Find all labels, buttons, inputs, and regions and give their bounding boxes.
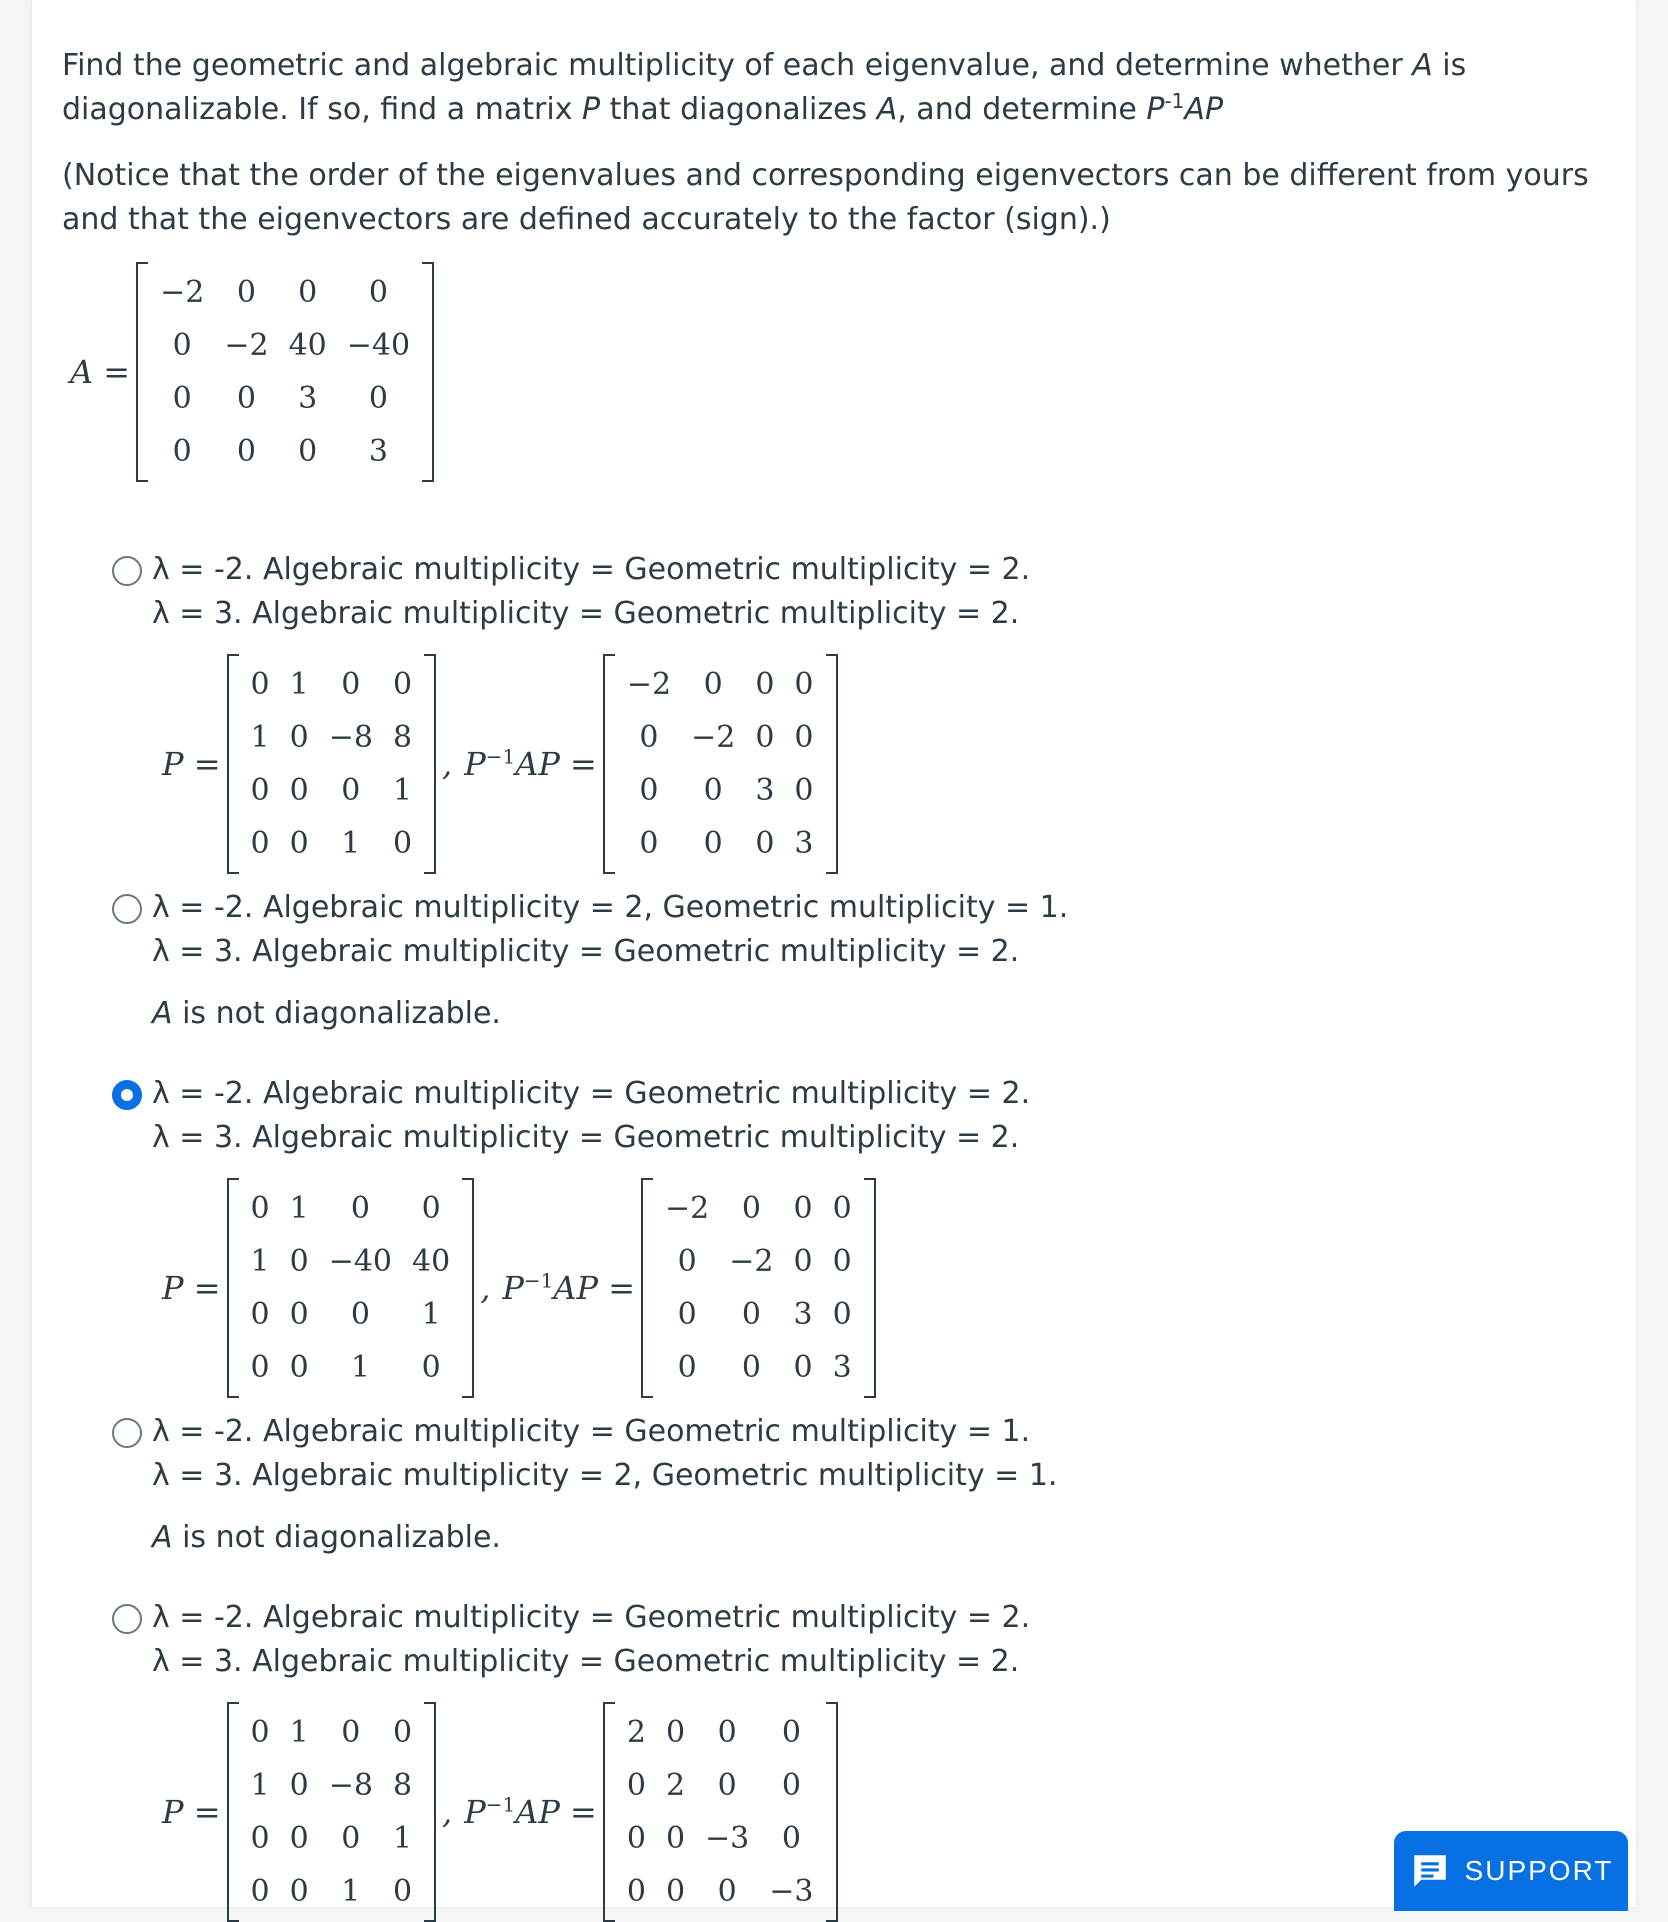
option-1-matrix-p xyxy=(227,654,437,874)
question-text: Find the geometric and algebraic multiplicity of each eigenvalue, and determine whether A is diagonalizable. If so, find a matrix P that diagonalizes A, and determine $P^{-1}AP$ xyxy=(62,48,1467,127)
matrix-cell: 0 xyxy=(755,720,775,755)
matrix-cell: −2 xyxy=(160,275,205,310)
option-5-matrix-d xyxy=(603,1702,838,1922)
matrix-cell: 0 xyxy=(172,328,192,363)
matrix-cell: −8 xyxy=(328,1768,373,1803)
matrix-a-block xyxy=(70,262,440,482)
matrix-cell: 0 xyxy=(793,1244,813,1279)
matrix-a xyxy=(136,262,434,482)
matrix-cell: 0 xyxy=(703,667,723,702)
option-3-matrix-d xyxy=(641,1178,876,1398)
matrix-cell: 0 xyxy=(368,381,388,416)
matrix-cell: 0 xyxy=(832,1244,852,1279)
matrix-cell: 3 xyxy=(794,826,814,861)
option-4-line2: λ = 3. Algebraic multiplicity = 2, Geometric multiplicity = 1. xyxy=(152,1458,1058,1493)
matrix-cell: 0 xyxy=(793,1350,813,1385)
matrix-cell: −2 xyxy=(665,1191,710,1226)
matrix-cell: 0 xyxy=(236,434,256,469)
option-4-note: A is not diagonalizable. xyxy=(152,1520,501,1555)
matrix-row xyxy=(150,425,420,478)
chat-icon xyxy=(1409,1850,1451,1892)
matrix-cell: 0 xyxy=(677,1350,697,1385)
matrix-row xyxy=(241,1235,461,1288)
matrix-cell: 0 xyxy=(172,381,192,416)
matrix-row xyxy=(241,1865,423,1918)
option-4-line1: λ = -2. Algebraic multiplicity = Geometric multiplicity = 1. xyxy=(152,1414,1031,1449)
option-1-radio[interactable] xyxy=(112,556,142,586)
option-5-math xyxy=(162,1702,844,1922)
matrix-cell: 0 xyxy=(298,434,318,469)
pinvap-label: $P^{-1}AP$ = xyxy=(464,1792,597,1831)
matrix-cell: 0 xyxy=(289,1297,309,1332)
matrix-row xyxy=(617,1759,824,1812)
matrix-cell: 0 xyxy=(250,1297,270,1332)
matrix-row xyxy=(617,1812,824,1865)
question-notice: (Notice that the order of the eigenvalues and corresponding eigenvectors can be different from yours and that the eigenvectors are defined accurately to the factor (sign).) xyxy=(62,158,1589,237)
option-1-math xyxy=(162,654,844,874)
matrix-cell: 0 xyxy=(289,1874,309,1909)
matrix-row xyxy=(241,1812,423,1865)
matrix-cell: 0 xyxy=(368,275,388,310)
matrix-cell: 0 xyxy=(781,1715,801,1750)
matrix-cell: 0 xyxy=(626,1874,646,1909)
matrix-row xyxy=(150,372,420,425)
option-3-math xyxy=(162,1178,882,1398)
matrix-row xyxy=(655,1235,862,1288)
matrix-cell: 0 xyxy=(289,826,309,861)
matrix-cell: 0 xyxy=(289,720,309,755)
matrix-cell: 0 xyxy=(755,667,775,702)
matrix-cell: 0 xyxy=(794,720,814,755)
comma: , xyxy=(442,745,453,783)
option-5-matrix-p xyxy=(227,1702,437,1922)
matrix-cell: 0 xyxy=(639,773,659,808)
matrix-cell: 1 xyxy=(350,1350,370,1385)
matrix-cell: 0 xyxy=(421,1191,441,1226)
matrix-row xyxy=(617,817,824,870)
matrix-cell: 0 xyxy=(781,1821,801,1856)
comma: , xyxy=(480,1269,491,1307)
p-label: P = xyxy=(162,1793,221,1831)
option-5-line2: λ = 3. Algebraic multiplicity = Geometric multiplicity = 2. xyxy=(152,1644,1020,1679)
matrix-row xyxy=(241,1288,461,1341)
matrix-cell: 1 xyxy=(341,1874,361,1909)
option-5-line1: λ = -2. Algebraic multiplicity = Geometric multiplicity = 2. xyxy=(152,1600,1031,1635)
pinvap-label: $P^{-1}AP$ = xyxy=(502,1268,636,1307)
matrix-cell: 0 xyxy=(236,275,256,310)
comma: , xyxy=(442,1793,453,1831)
option-2-line1: λ = -2. Algebraic multiplicity = 2, Geometric multiplicity = 1. xyxy=(152,890,1069,925)
matrix-cell: 0 xyxy=(236,381,256,416)
option-3-matrix-p xyxy=(227,1178,475,1398)
matrix-cell: 0 xyxy=(392,826,413,861)
matrix-cell: 0 xyxy=(794,773,814,808)
matrix-cell: 3 xyxy=(793,1297,813,1332)
support-button[interactable] xyxy=(1394,1831,1628,1911)
matrix-cell: 40 xyxy=(288,328,327,363)
matrix-cell: 0 xyxy=(626,1768,646,1803)
matrix-cell: 0 xyxy=(392,1715,413,1750)
matrix-cell: 0 xyxy=(289,1350,309,1385)
option-3-line1: λ = -2. Algebraic multiplicity = Geometric multiplicity = 2. xyxy=(152,1076,1031,1111)
matrix-cell: 0 xyxy=(350,1191,370,1226)
matrix-cell: 1 xyxy=(289,1715,309,1750)
matrix-cell: 0 xyxy=(832,1297,852,1332)
matrix-row xyxy=(655,1341,862,1394)
matrix-cell: 0 xyxy=(341,1821,361,1856)
matrix-cell: 0 xyxy=(341,1715,361,1750)
matrix-row xyxy=(241,1182,461,1235)
matrix-cell: 0 xyxy=(250,773,270,808)
matrix-cell: 0 xyxy=(250,1821,270,1856)
matrix-cell: 0 xyxy=(392,667,413,702)
matrix-row xyxy=(617,711,824,764)
matrix-cell: 0 xyxy=(172,434,192,469)
matrix-cell: 3 xyxy=(298,381,318,416)
matrix-cell: −2 xyxy=(691,720,736,755)
matrix-cell: 1 xyxy=(341,826,361,861)
matrix-row xyxy=(150,319,420,372)
option-3-radio[interactable] xyxy=(112,1080,142,1110)
matrix-cell: 0 xyxy=(703,773,723,808)
matrix-cell: −2 xyxy=(224,328,269,363)
matrix-cell: 1 xyxy=(392,773,413,808)
matrix-cell: 8 xyxy=(392,1768,413,1803)
matrix-cell: 1 xyxy=(250,720,270,755)
matrix-cell: 0 xyxy=(341,667,361,702)
matrix-cell: −2 xyxy=(626,667,672,702)
p-label: P = xyxy=(162,745,221,783)
matrix-cell: −2 xyxy=(729,1244,774,1279)
matrix-cell: 0 xyxy=(665,1715,686,1750)
matrix-cell: 1 xyxy=(421,1297,441,1332)
matrix-cell: 0 xyxy=(298,275,318,310)
matrix-cell: 3 xyxy=(368,434,388,469)
matrix-a-label: A = xyxy=(70,353,131,391)
matrix-cell: −8 xyxy=(328,720,373,755)
matrix-cell: 0 xyxy=(794,667,814,702)
matrix-cell: −3 xyxy=(769,1874,814,1909)
matrix-cell: 0 xyxy=(250,1874,270,1909)
question-prompt xyxy=(62,44,1602,264)
matrix-row xyxy=(241,764,423,817)
matrix-row xyxy=(241,1341,461,1394)
matrix-cell: 0 xyxy=(250,1350,270,1385)
option-2-radio[interactable] xyxy=(112,894,142,924)
option-3-line2: λ = 3. Algebraic multiplicity = Geometric multiplicity = 2. xyxy=(152,1120,1020,1155)
pinvap-label: $P^{-1}AP$ = xyxy=(464,744,597,783)
matrix-cell: 3 xyxy=(832,1350,852,1385)
matrix-row xyxy=(655,1288,862,1341)
matrix-row xyxy=(655,1182,862,1235)
matrix-cell: 8 xyxy=(392,720,413,755)
matrix-cell: −3 xyxy=(705,1821,750,1856)
matrix-cell: 0 xyxy=(741,1297,761,1332)
matrix-cell: 1 xyxy=(250,1768,270,1803)
matrix-cell: 0 xyxy=(626,1821,646,1856)
matrix-cell: 40 xyxy=(412,1244,451,1279)
matrix-cell: 0 xyxy=(717,1715,737,1750)
matrix-cell: 2 xyxy=(626,1715,646,1750)
matrix-cell: 0 xyxy=(250,667,270,702)
matrix-cell: 0 xyxy=(341,773,361,808)
matrix-cell: 0 xyxy=(289,1244,309,1279)
matrix-cell: 3 xyxy=(755,773,775,808)
matrix-cell: 0 xyxy=(250,1191,270,1226)
matrix-cell: 0 xyxy=(639,826,659,861)
matrix-row xyxy=(241,711,423,764)
matrix-row xyxy=(617,764,824,817)
matrix-cell: 0 xyxy=(717,1768,737,1803)
matrix-cell: 1 xyxy=(392,1821,413,1856)
matrix-row xyxy=(617,658,824,711)
matrix-cell: 0 xyxy=(703,826,723,861)
matrix-cell: 2 xyxy=(665,1768,686,1803)
p-label: P = xyxy=(162,1269,221,1307)
matrix-cell: 0 xyxy=(350,1297,370,1332)
matrix-row xyxy=(241,1759,423,1812)
matrix-cell: 0 xyxy=(289,1768,309,1803)
option-1-matrix-d xyxy=(603,654,838,874)
option-4-radio[interactable] xyxy=(112,1418,142,1448)
option-1-line2: λ = 3. Algebraic multiplicity = Geometric multiplicity = 2. xyxy=(152,596,1020,631)
matrix-cell: 0 xyxy=(677,1244,697,1279)
option-2-line2: λ = 3. Algebraic multiplicity = Geometric multiplicity = 2. xyxy=(152,934,1020,969)
matrix-row xyxy=(617,1865,824,1918)
matrix-cell: 1 xyxy=(289,667,309,702)
option-5-radio[interactable] xyxy=(112,1604,142,1634)
matrix-cell: 0 xyxy=(392,1874,413,1909)
option-2-note: A is not diagonalizable. xyxy=(152,996,501,1031)
matrix-cell: 0 xyxy=(289,773,309,808)
matrix-cell: 0 xyxy=(639,720,659,755)
matrix-cell: 0 xyxy=(781,1768,801,1803)
matrix-row xyxy=(617,1706,824,1759)
matrix-row xyxy=(241,1706,423,1759)
matrix-cell: 0 xyxy=(250,826,270,861)
matrix-cell: 0 xyxy=(741,1191,761,1226)
matrix-row xyxy=(241,817,423,870)
matrix-row xyxy=(241,658,423,711)
matrix-cell: 1 xyxy=(289,1191,309,1226)
matrix-row xyxy=(150,266,420,319)
matrix-cell: 0 xyxy=(717,1874,737,1909)
matrix-cell: 0 xyxy=(741,1350,761,1385)
matrix-cell: 0 xyxy=(755,826,775,861)
matrix-cell: 0 xyxy=(793,1191,813,1226)
support-label: SUPPORT xyxy=(1464,1855,1614,1886)
option-1-line1: λ = -2. Algebraic multiplicity = Geometric multiplicity = 2. xyxy=(152,552,1031,587)
matrix-cell: 0 xyxy=(665,1874,686,1909)
matrix-cell: 0 xyxy=(832,1191,852,1226)
matrix-cell: 0 xyxy=(289,1821,309,1856)
matrix-cell: 0 xyxy=(250,1715,270,1750)
matrix-cell: 0 xyxy=(677,1297,697,1332)
matrix-cell: 0 xyxy=(665,1821,686,1856)
matrix-cell: −40 xyxy=(346,328,411,363)
matrix-cell: 1 xyxy=(250,1244,270,1279)
matrix-cell: −40 xyxy=(328,1244,393,1279)
matrix-cell: 0 xyxy=(421,1350,441,1385)
